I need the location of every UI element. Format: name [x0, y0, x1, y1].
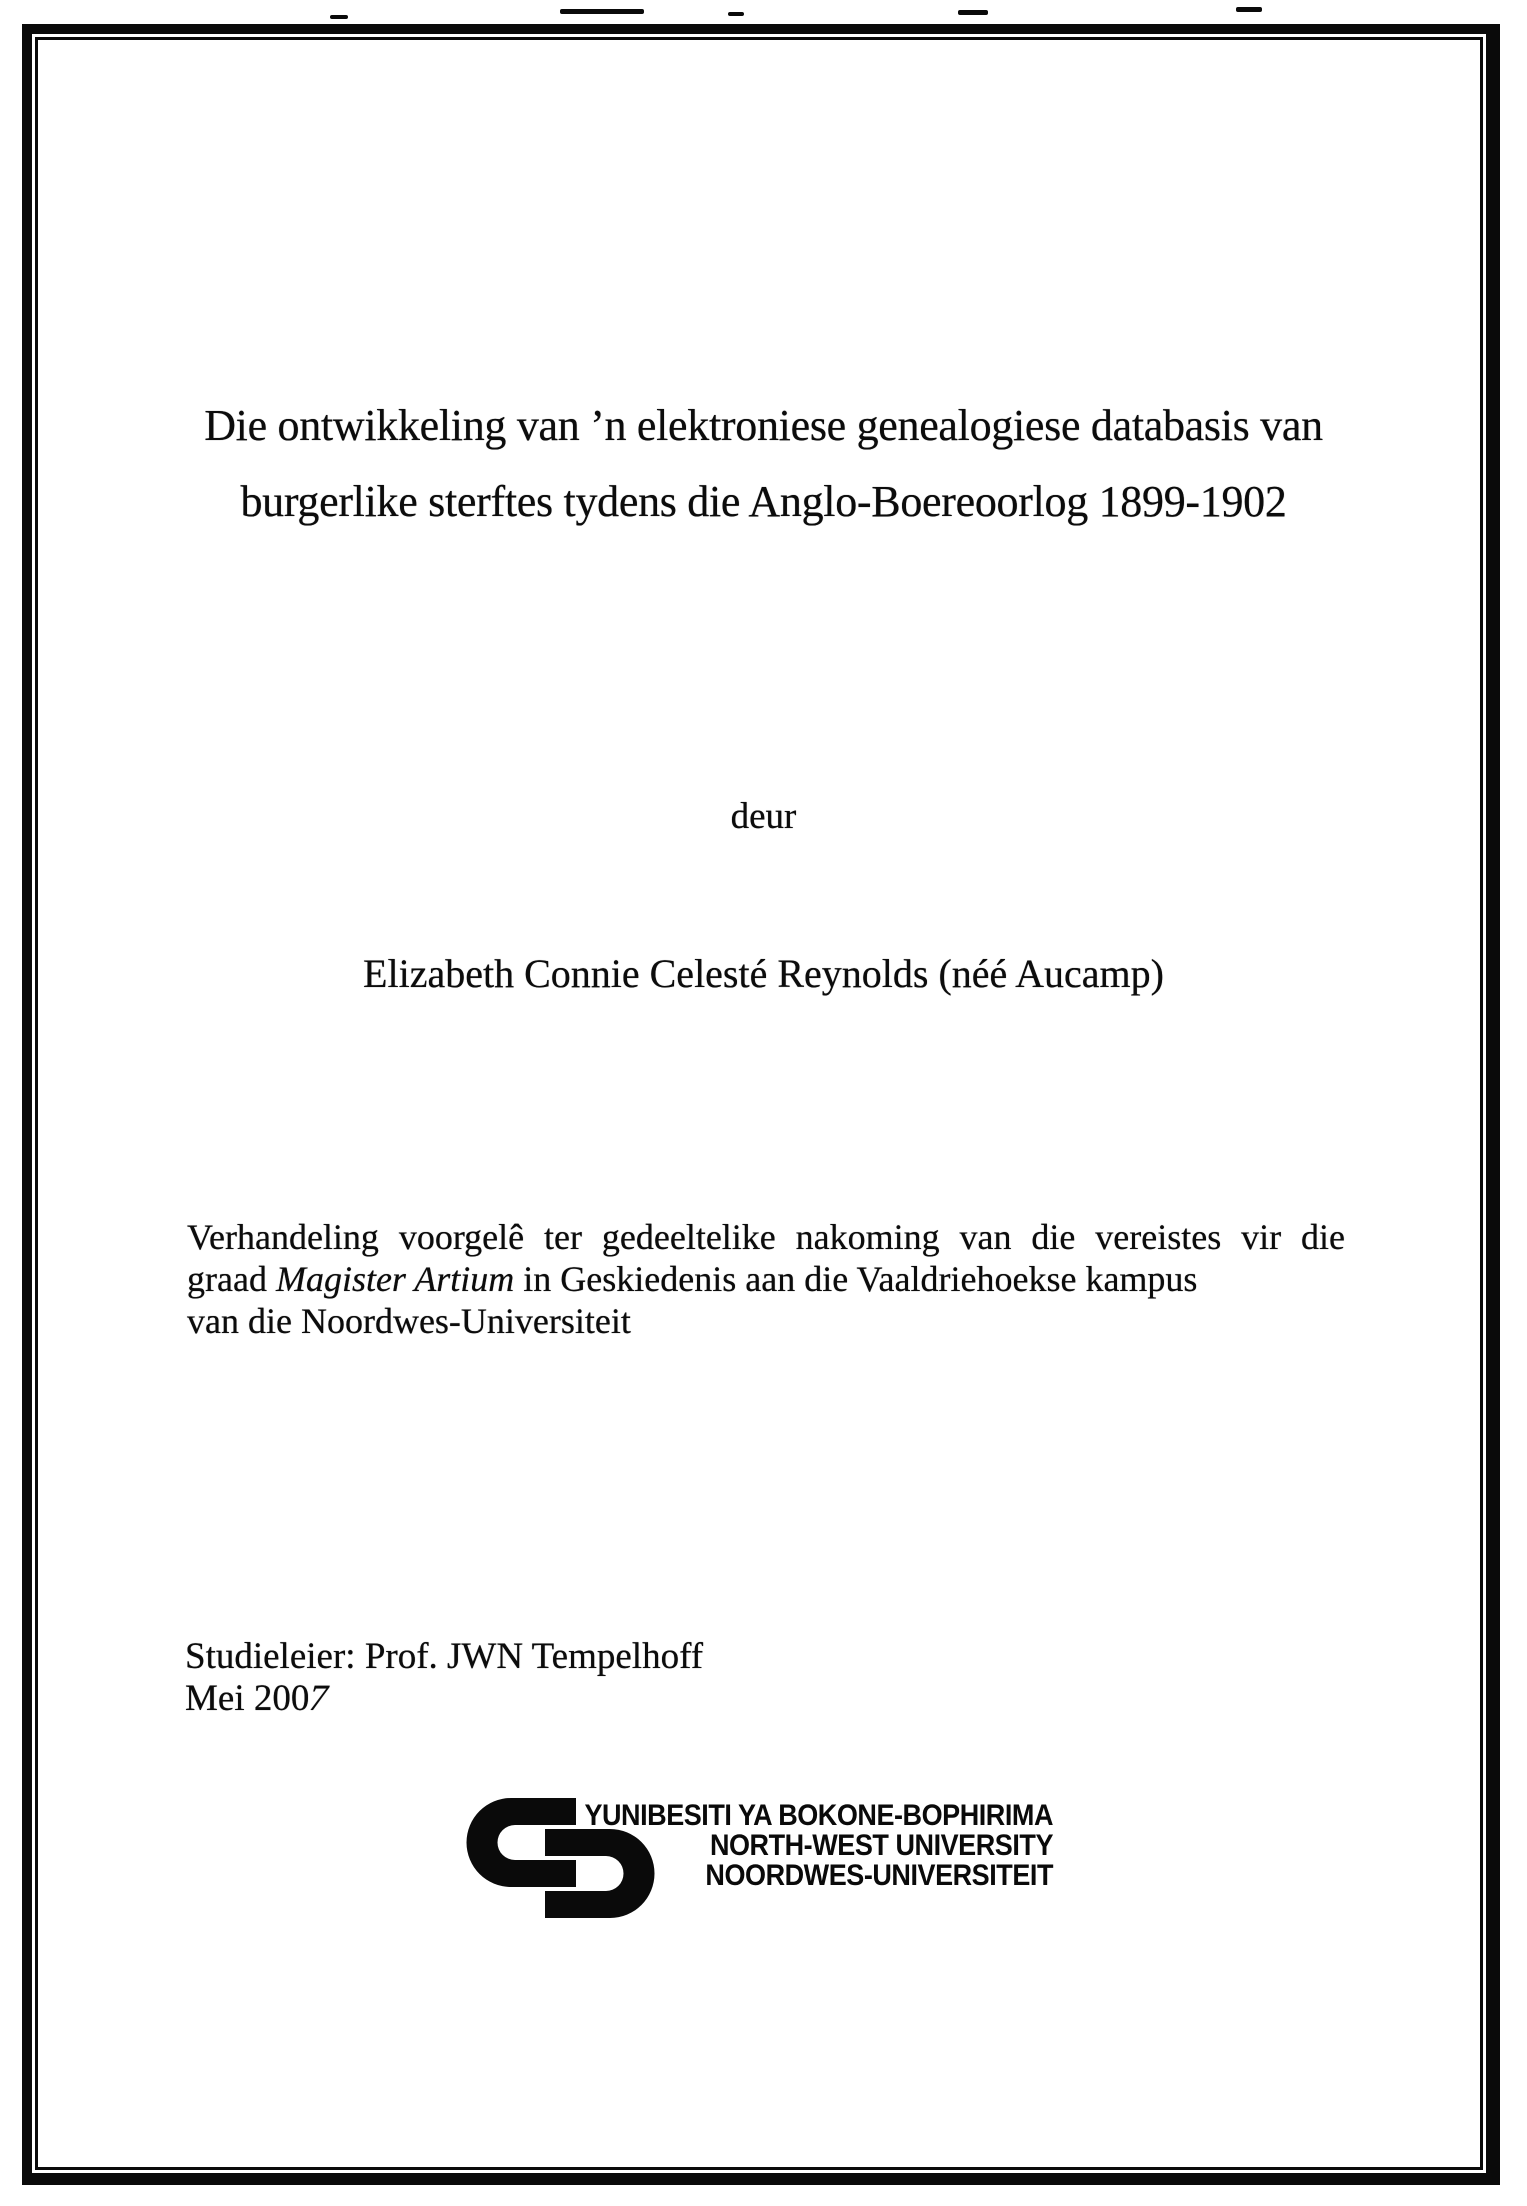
degree-suffix: in Geskiedenis aan die Vaaldriehoekse kampus: [514, 1259, 1198, 1299]
scan-speck: [330, 15, 348, 19]
byline-label: deur: [730, 796, 797, 837]
degree-prefix: graad: [187, 1259, 276, 1299]
author-name: Elizabeth Connie Celesté Reynolds (néé Aucamp): [363, 951, 1164, 996]
date-prefix: Mei 200: [185, 1678, 310, 1719]
title-line-2: burgerlike sterftes tydens die Anglo-Boereoorlog 1899-1902: [240, 477, 1287, 526]
supervisor-line: Studieleier: Prof. JWN Tempelhoff: [185, 1636, 704, 1677]
scan-speck: [1236, 7, 1262, 12]
logo-line-afrikaans: NOORDWES-UNIVERSITEIT: [705, 1859, 1053, 1892]
thesis-statement-line-3: van die Noordwes-Universiteit: [187, 1301, 631, 1341]
thesis-statement: [187, 1216, 1345, 1342]
logo-line-english: NORTH-WEST UNIVERSITY: [709, 1829, 1053, 1862]
logo-line-setswana: YUNIBESITI YA BOKONE-BOPHIRIMA: [584, 1799, 1053, 1832]
nwu-logo-text: [573, 1801, 1053, 1891]
page-title: [40, 388, 1487, 540]
title-line-1: Die ontwikkeling van ’n elektroniese genealogiese databasis van: [204, 401, 1323, 450]
supervisor-block: [185, 1636, 703, 1720]
date-digit: 7: [304, 1678, 334, 1719]
date-line: [185, 1678, 703, 1720]
scan-speck: [958, 10, 988, 15]
scan-speck: [728, 12, 744, 16]
thesis-statement-line-1: Verhandeling voorgelê ter gedeeltelike nakoming van die vereistes vir die: [187, 1217, 1345, 1257]
thesis-statement-line-2: [187, 1258, 1345, 1300]
degree-name: Magister Artium: [275, 1259, 515, 1299]
scan-speck: [560, 9, 644, 14]
